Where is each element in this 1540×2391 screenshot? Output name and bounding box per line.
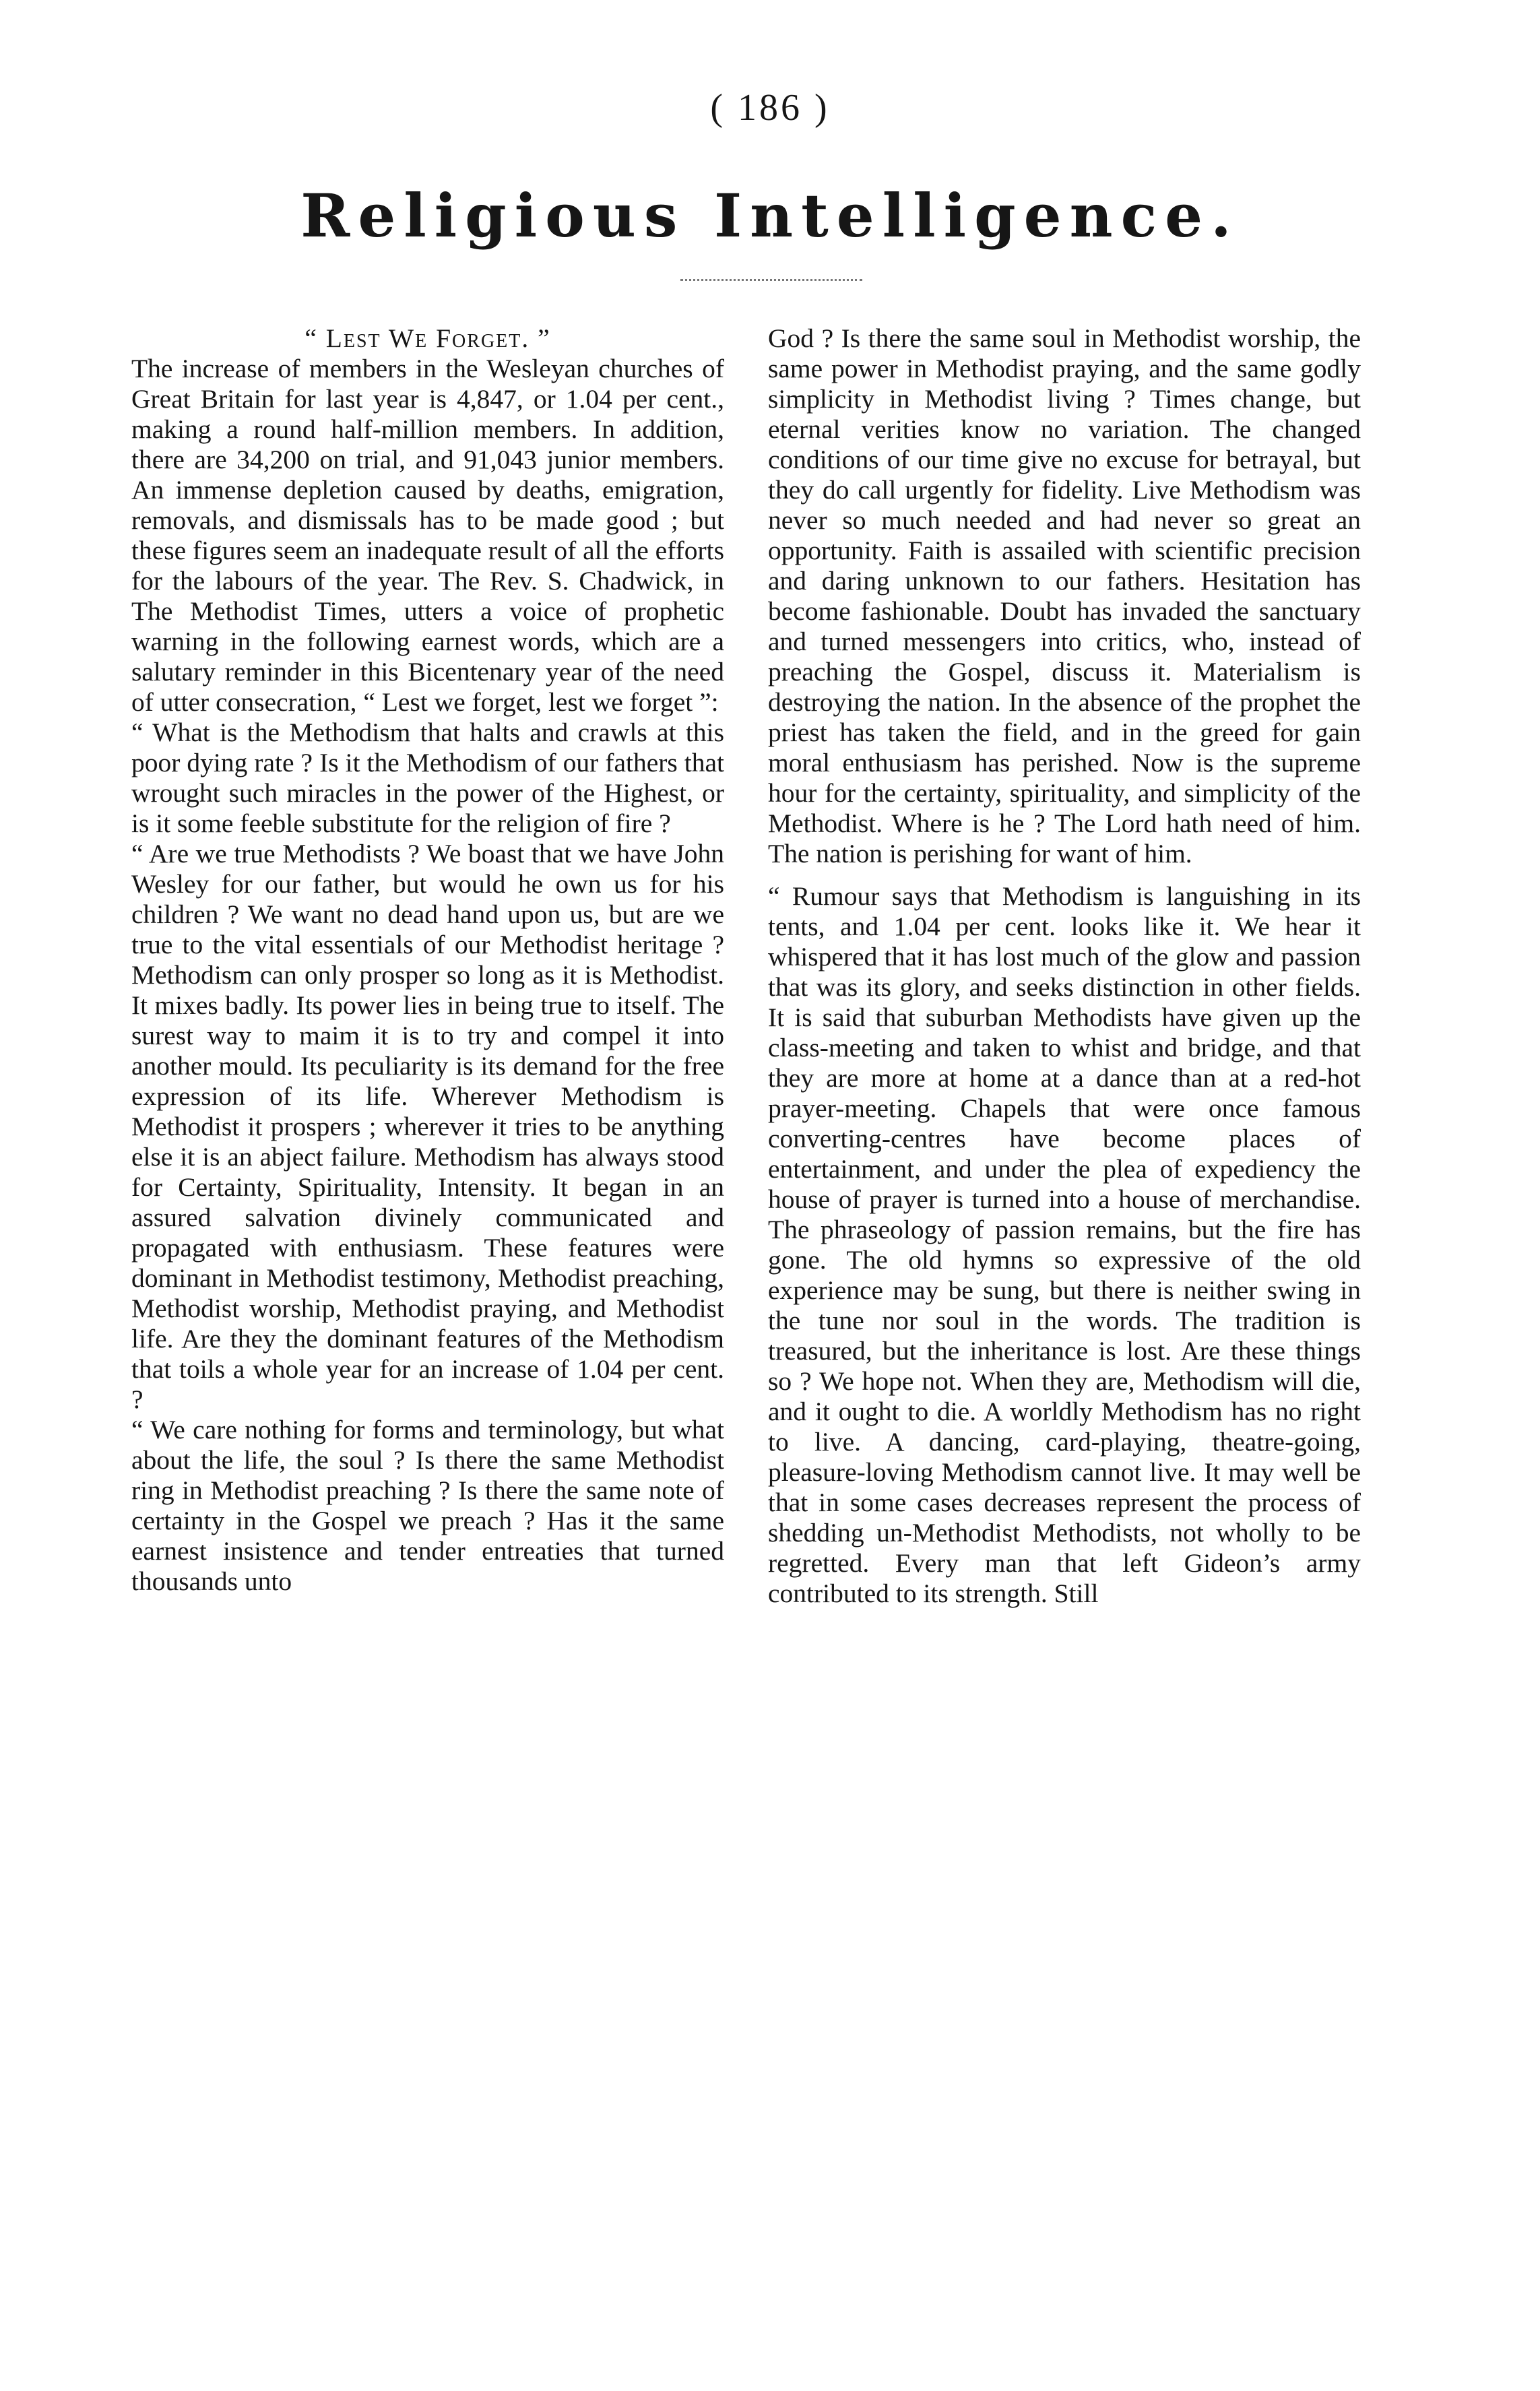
page-number: ( 186 ) [710,87,830,129]
paragraph: The increase of members in the Wesleyan churches of Great Britain for last year is 4,847, or 1.04 per cent., making a round half-million members. In addition, there are 34,200 on trial, and 91,043 junior members. An immense depletion caused by deaths, emigration, removals, and dismissals has to be made good ; but these figures seem an inadequate result of all the efforts for the labours of the year. The Rev. S. Chadwick, in The Methodist Times, utters a voice of prophetic warning in the following earnest words, which are a salutary reminder in this Bicentenary year of the need of utter consecration, “ Lest we forget, lest we forget ”: [131,354,724,717]
paragraph: “ Rumour says that Methodism is languishing in its tents, and 1.04 per cent. looks like it. We hear it whispered that it has lost much of the glow and passion that was its glory, and seeks distinction in other fields. It is said that suburban Methodists have given up the class-meeting and taken to whist and bridge, and that they are more at home at a dance than at a red-hot prayer-meeting. Chapels that were once famous converting-centres have become places of entertainment, and under the plea of expediency the house of prayer is turned into a house of merchandise. The phraseology of passion remains, but the fire has gone. The old hymns so expressive of the old experience may be sung, but there is neither swing in the tune nor soul in the words. The tradition is treasured, but the inheritance is lost. Are these things so ? We hope not. When they are, Methodism will die, and it ought to die. A worldly Methodism has no right to live. A dancing, card-playing, theatre-going, pleasure-loving Methodism cannot live. It may well be that in some cases decreases represent the process of shedding un-Methodist Methodists, not wholly to be regretted. Every man that left Gideon’s army contributed to its strength. Still [768,881,1361,1608]
paragraph: God ? Is there the same soul in Methodist worship, the same power in Methodist praying, and the same godly simplicity in Methodist living ? Times change, but eternal verities know no variation. The changed conditions of our time give no excuse for betrayal, but they do call urgently for fidelity. Live Methodism was never so much needed and had never so great an opportunity. Faith is assailed with scientific precision and daring unknown to our fathers. Hesitation has become fashionable. Doubt has invaded the sanctuary and turned messengers into critics, who, instead of preaching the Gospel, discuss it. Materialism is destroying the nation. In the absence of the prophet the priest has taken the field, and in the greed for gain moral enthusiasm has perished. Now is the supreme hour for the certainty, spirituality, and simplicity of the Methodist. Where is he ? The Lord hath need of him. The nation is perishing for want of him. [768,323,1361,868]
paragraph: “ Are we true Methodists ? We boast that we have John Wesley for our father, but would he own us for his children ? We want no dead hand upon us, but are we true to the vital essentials of our Methodist heritage ? Methodism can only prosper so long as it is Methodist. It mixes badly. Its power lies in being true to itself. The surest way to maim it is to try and compel it into another mould. Its peculiarity is its demand for the free expression of its life. Wherever Methodism is Methodist it prospers ; wherever it tries to be anything else it is an abject failure. Methodism has always stood for Certainty, Spirituality, Intensity. It began in an assured salvation divinely communicated and propagated with enthusiasm. These features were dominant in Methodist testimony, Methodist preaching, Methodist worship, Methodist praying, and Methodist life. Are they the dominant features of the Methodism that toils a whole year for an increase of 1.04 per cent. ? [131,839,724,1414]
paragraph: “ What is the Methodism that halts and crawls at this poor dying rate ? Is it the Methodism of our fathers that wrought such miracles in the power of the Highest, or is it some feeble substitute for the religion of fire ? [131,718,724,838]
left-column [131,323,724,2210]
title-divider [680,279,862,281]
right-column [768,323,1361,2210]
paragraph: “ We care nothing for forms and terminology, but what about the life, the soul ? Is there the same Methodist ring in Methodist preaching ? Is there the same note of certainty in the Gospel we preach ? Has it the same earnest insistence and tender entreaties that turned thousands unto [131,1415,724,1596]
section-title: Religious Intelligence. [300,181,1240,251]
article-heading: “ Lest We Forget. ” [304,323,551,353]
